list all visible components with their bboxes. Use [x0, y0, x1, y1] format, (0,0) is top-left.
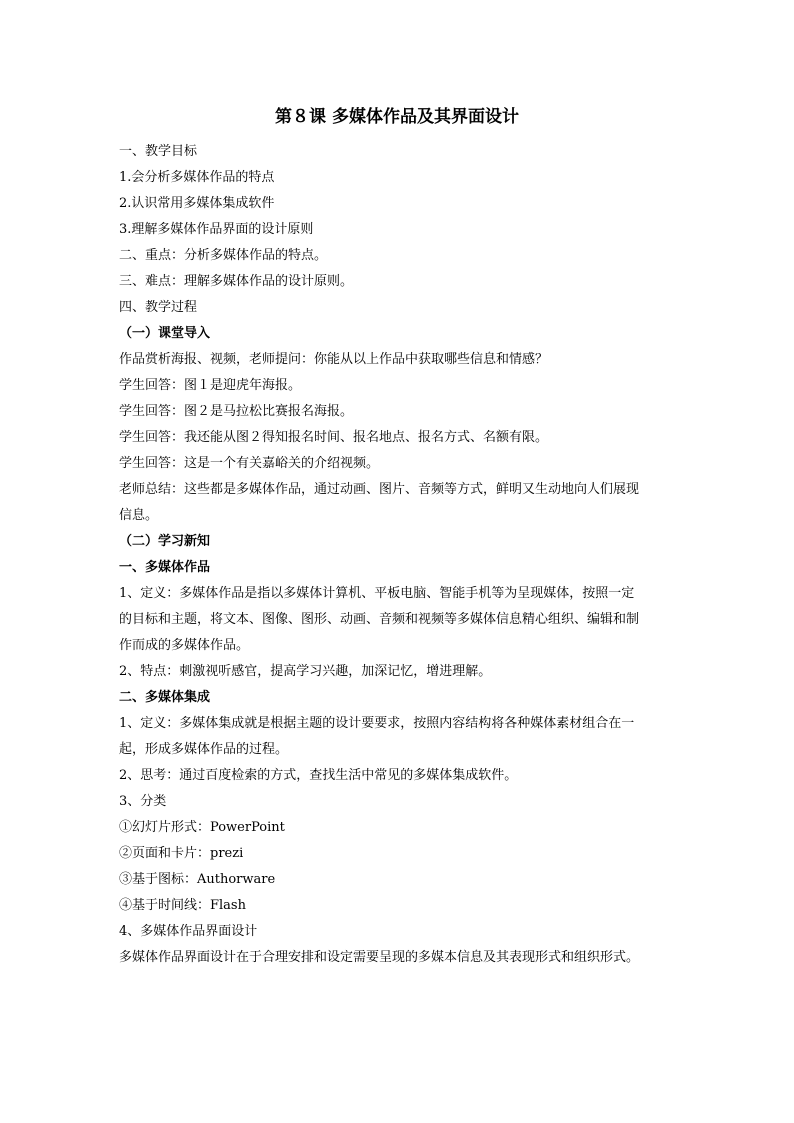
definition-line-3: 作而成的多媒体作品。: [119, 638, 250, 653]
classification-heading: 3、分类: [119, 794, 167, 809]
section-heading-process: 四、教学过程: [119, 300, 198, 315]
student-answer-3: 学生回答：我还能从图２得知报名时间、报名地点、报名方式、名额有限。: [119, 430, 549, 445]
document-title: 第８课 多媒体作品及其界面设计: [275, 107, 519, 127]
classification-item-2: ②页面和卡片：prezi: [119, 846, 244, 861]
classification-item-3: ③基于图标：Authorware: [119, 872, 276, 887]
subsection-heading-new-knowledge: （二）学习新知: [119, 534, 211, 549]
interface-design-paragraph: 多媒体作品界面设计在于合理安排和设定需要呈现的多媒本信息及其表现形式和组织形式。: [119, 950, 640, 965]
features-line: 2、特点：刺激视听感官，提高学习兴趣，加深记忆，增进理解。: [119, 664, 492, 679]
classification-item-4: ④基于时间线：Flash: [119, 898, 246, 913]
heading-multimedia-integration: 二、多媒体集成: [119, 690, 211, 705]
definition-line-2: 的目标和主题，将文本、图像、图形、动画、音频和视频等多媒体信息精心组织、编辑和制: [119, 612, 640, 627]
paragraph-line: 作品赏析海报、视频，老师提问：你能从以上作品中获取哪些信息和情感？: [119, 352, 549, 367]
classification-item-1: ①幻灯片形式：PowerPoint: [119, 820, 285, 835]
objective-item-1: 1.会分析多媒体作品的特点: [119, 170, 275, 185]
student-answer-2: 学生回答：图２是马拉松比赛报名海报。: [119, 404, 354, 419]
teacher-summary-line-1: 老师总结：这些都是多媒体作品，通过动画、图片、音频等方式，鲜明又生动地向人们展现: [119, 482, 640, 497]
difficult-point: 三、难点：理解多媒体作品的设计原则。: [119, 274, 354, 289]
key-point: 二、重点：分析多媒体作品的特点。: [119, 248, 328, 263]
document-body: [119, 139, 679, 971]
interface-design-heading: 4、多媒体作品界面设计: [119, 924, 258, 939]
objective-item-2: 2.认识常用多媒体集成软件: [119, 196, 275, 211]
student-answer-4: 学生回答：这是一个有关嘉峪关的介绍视频。: [119, 456, 380, 471]
integration-definition-line-2: 起，形成多媒体作品的过程。: [119, 742, 289, 757]
student-answer-1: 学生回答：图１是迎虎年海报。: [119, 378, 302, 393]
teacher-summary-line-2: 信息。: [119, 508, 159, 523]
objective-item-3: 3.理解多媒体作品界面的设计原则: [119, 222, 314, 237]
section-heading-objectives: 一、教学目标: [119, 144, 198, 159]
integration-definition-line-1: 1、定义：多媒体集成就是根据主题的设计要要求，按照内容结构将各种媒体素材组合在一: [119, 716, 635, 731]
heading-multimedia-works: 一、多媒体作品: [119, 560, 211, 575]
subsection-heading-intro: （一）课堂导入: [119, 326, 211, 341]
thinking-line: 2、思考：通过百度检索的方式，查找生活中常见的多媒体集成软件。: [119, 768, 518, 783]
definition-line-1: 1、定义：多媒体作品是指以多媒体计算机、平板电脑、智能手机等为呈现媒体，按照一定: [119, 586, 635, 601]
